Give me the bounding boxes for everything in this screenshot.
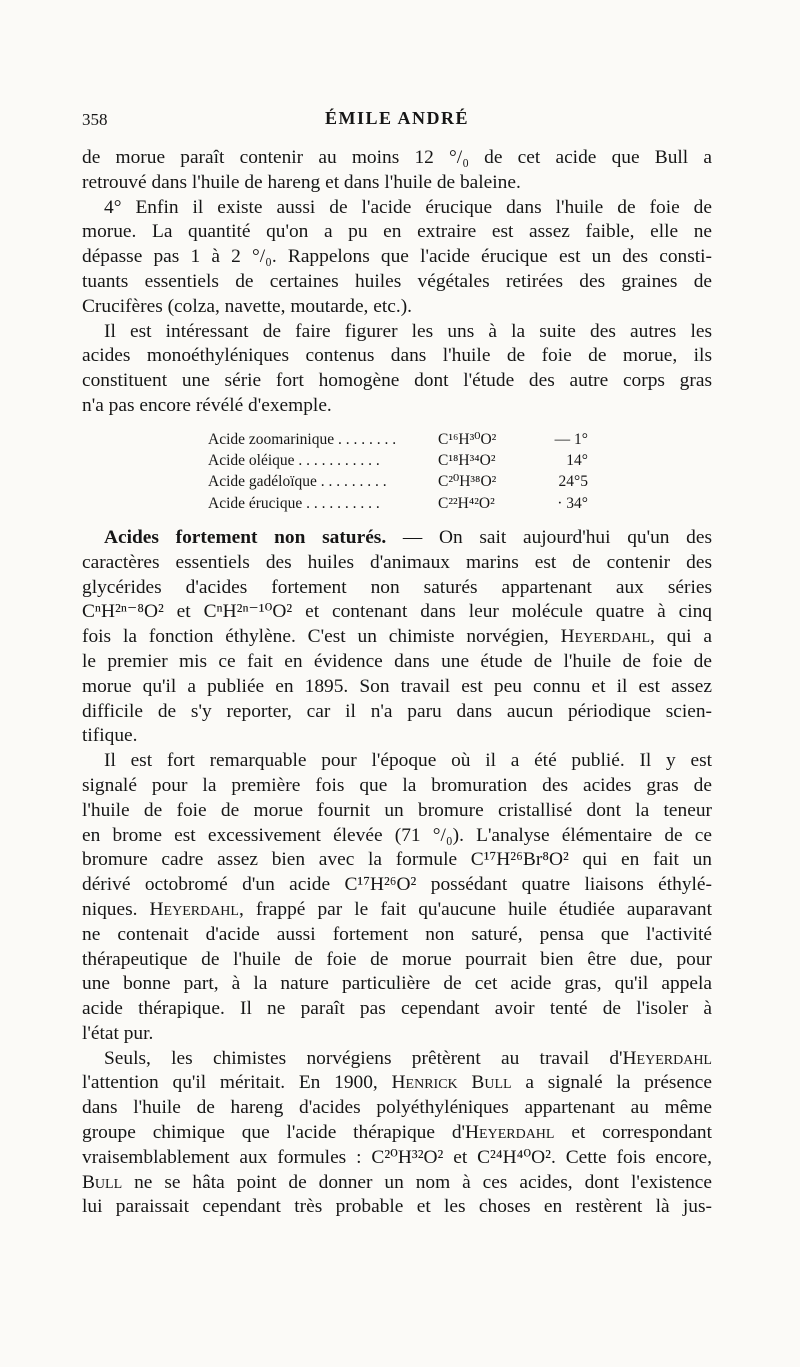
text-line: glycérides d'acides fortement non saturés appartenant aux séries	[82, 576, 712, 598]
text-line: caractères essentiels des huiles d'animaux marins est de contenir des	[82, 551, 712, 573]
text-line	[82, 526, 712, 551]
text-segment: , frappé par le fait qu'aucune huile étudiée auparavant	[238, 898, 712, 920]
text-line: retrouvé dans l'huile de hareng et dans l'huile de baleine.	[82, 171, 521, 193]
person-name: Heyerdahl	[149, 898, 239, 920]
acid-name: Acide érucique . . . . . . . . . .	[208, 494, 380, 512]
page-body	[82, 146, 712, 1220]
text-line: dans l'huile de hareng d'acides polyéthyléniques appartenant au même	[82, 1097, 712, 1119]
person-name: Heyerdahl	[465, 1122, 555, 1144]
text-segment: groupe chimique que l'acide thérapique d'	[82, 1122, 466, 1144]
paragraph-6	[82, 1047, 712, 1221]
text-segment: Seuls, les chimistes norvégiens prêtèrent au travail d'	[104, 1047, 623, 1069]
page-header	[82, 106, 712, 136]
acid-formula: C²²H⁴²O²	[438, 494, 495, 512]
text-line: en brome est excessivement élevée (71 °/₀). L'analyse élémentaire de ce	[82, 824, 712, 846]
text-segment: et correspondant	[554, 1122, 713, 1144]
text-line: tuants essentiels de certaines huiles végétales retirées des graines de	[82, 270, 712, 292]
text-line: morue. La quantité qu'on a pu en extraire est assez faible, elle ne	[82, 221, 712, 243]
text-line: acide thérapique. Il ne paraît pas cependant avoir tenté de l'isoler à	[82, 998, 712, 1020]
person-name: Henrick Bull	[391, 1072, 512, 1094]
text-line: le premier mis ce fait en évidence dans une étude de l'huile de foie de	[82, 650, 712, 672]
text-line: ne contenait d'acide aussi fortement non saturé, pensa que l'activité	[82, 923, 712, 945]
text-line: acides monoéthyléniques contenus dans l'huile de foie de morue, ils	[82, 345, 712, 367]
text-segment: l'attention qu'il méritait. En 1900,	[82, 1072, 392, 1094]
text-line: dépasse pas 1 à 2 °/₀. Rappelons que l'acide érucique est un des consti-	[82, 246, 712, 268]
text-line: bromure cadre assez bien avec la formule C¹⁷H²⁶Br⁸O² qui en fait un	[82, 849, 712, 871]
acid-formula: C¹⁸H³⁴O²	[438, 452, 496, 470]
text-line: une bonne part, à la nature particulière de cet acide gras, qu'il appela	[82, 973, 712, 995]
text-line: Crucifères (colza, navette, moutarde, etc.).	[82, 295, 413, 317]
text-line	[82, 1047, 712, 1072]
acid-name: Acide oléique . . . . . . . . . . .	[208, 452, 380, 470]
person-name: Bull	[82, 1171, 123, 1193]
text-line: tifique.	[82, 725, 138, 747]
acid-melting-point: 14°	[566, 452, 588, 470]
text-line	[82, 1171, 712, 1196]
person-name: Heyerdahl	[622, 1047, 712, 1069]
table-row	[208, 493, 588, 514]
text-line: Il est intéressant de faire figurer les uns à la suite des autres les	[104, 320, 712, 342]
text-line: l'état pur.	[82, 1022, 154, 1044]
paragraph-3	[82, 320, 712, 419]
table-row	[208, 450, 588, 471]
table-row	[208, 429, 588, 450]
section-heading-continuation: — On sait aujourd'hui qu'un des	[386, 526, 713, 548]
text-line	[82, 625, 712, 650]
paragraph-5	[82, 749, 712, 1047]
acid-formula: C¹⁶H³⁰O²	[438, 430, 497, 448]
acid-formula: C²⁰H³⁸O²	[438, 473, 497, 491]
text-line: n'a pas encore révélé d'exemple.	[82, 394, 332, 416]
text-line: lui paraissait cependant très probable et les choses en restèrent là jus-	[82, 1196, 712, 1218]
text-segment: niques.	[82, 898, 150, 920]
text-line: vraisemblablement aux formules : C²⁰H³²O² et C²⁴H⁴⁰O². Cette fois encore,	[82, 1146, 712, 1168]
text-line	[82, 1121, 712, 1146]
text-segment: ne se hâta point de donner un nom à ces acides, dont l'existence	[122, 1171, 712, 1193]
text-line: CⁿH²ⁿ⁻⁸O² et CⁿH²ⁿ⁻¹⁰O² et contenant dans leur molécule quatre à cinq	[82, 601, 712, 623]
acid-melting-point: — 1°	[554, 430, 588, 448]
running-title: ÉMILE ANDRÉ	[324, 108, 470, 128]
text-line: thérapeutique de l'huile de foie de morue pourrait bien être due, pour	[82, 948, 712, 970]
text-line: signalé pour la première fois que la bromuration des acides gras de	[82, 774, 712, 796]
text-line: morue qu'il a publiée en 1895. Son travail est peu connu et il est assez	[82, 675, 712, 697]
text-segment: , qui a	[650, 626, 712, 648]
acid-melting-point: · 34°	[557, 494, 588, 512]
text-line: l'huile de foie de morue fournit un bromure cristallisé dont la teneur	[82, 799, 712, 821]
text-line: difficile de s'y reporter, car il n'a paru dans aucun périodique scien-	[82, 700, 712, 722]
acid-table	[208, 429, 588, 514]
acid-melting-point: 24°5	[558, 473, 588, 491]
page-number: 358	[82, 110, 108, 129]
text-line: constituent une série fort homogène dont l'étude des autre corps gras	[82, 370, 712, 392]
person-name: Heyerdahl	[560, 626, 651, 648]
text-line: de morue paraît contenir au moins 12 °/₀ de cet acide que Bull a	[82, 147, 712, 168]
section-strongly-unsaturated-acids	[82, 526, 712, 749]
text-line: Il est fort remarquable pour l'époque où il a été publié. Il y est	[104, 750, 712, 772]
table-row	[208, 471, 588, 492]
text-line: dérivé octobromé d'un acide C¹⁷H²⁶O² possédant quatre liaisons éthylé-	[82, 874, 712, 896]
section-heading: Acides fortement non saturés.	[104, 526, 387, 548]
text-line	[82, 898, 712, 923]
text-segment: fois la fonction éthylène. C'est un chimiste norvégien,	[82, 626, 561, 648]
paragraph-1	[82, 146, 712, 196]
paragraph-2	[82, 196, 712, 320]
acid-name: Acide zoomarinique . . . . . . . .	[208, 430, 397, 448]
text-line	[82, 1071, 712, 1096]
text-line: 4° Enfin il existe aussi de l'acide érucique dans l'huile de foie de	[104, 196, 712, 218]
acid-name: Acide gadéloïque . . . . . . . . .	[208, 473, 387, 491]
text-segment: a signalé la présence	[511, 1072, 712, 1094]
